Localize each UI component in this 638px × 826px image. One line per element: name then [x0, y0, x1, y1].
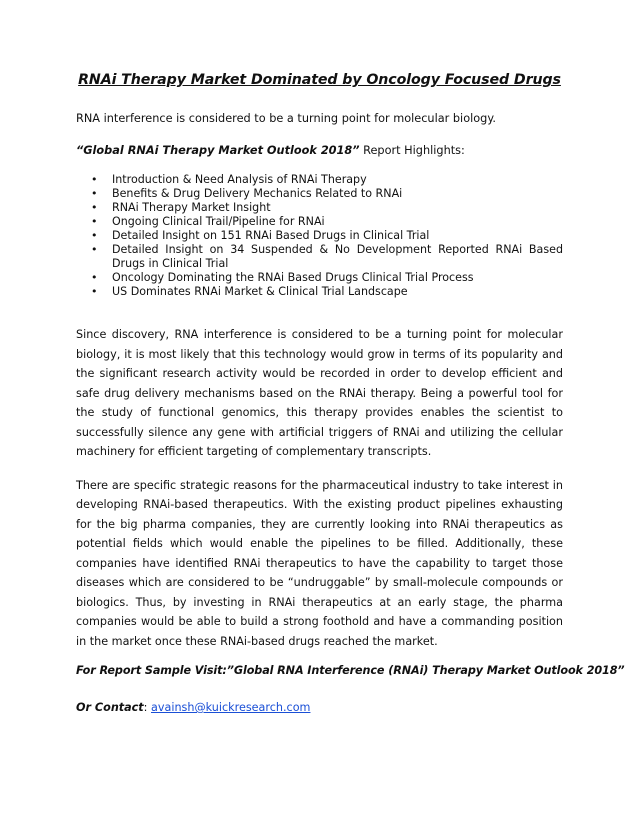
list-item	[76, 187, 563, 201]
highlights-suffix: Report Highlights:	[359, 144, 465, 157]
bullet-icon: •	[91, 243, 98, 256]
bullet-icon: •	[91, 271, 98, 284]
bullet-icon: •	[91, 215, 98, 228]
list-item-text: Benefits & Drug Delivery Mechanics Related to RNAi	[112, 187, 403, 200]
bullet-icon: •	[91, 201, 98, 214]
highlights-list	[76, 173, 563, 299]
list-item-text: Oncology Dominating the RNAi Based Drugs Clinical Trial Process	[112, 271, 474, 284]
body-paragraph-strategy: There are specific strategic reasons for the pharmaceutical industry to take interest in developing RNAi-based therapeutics. With the existing product pipelines exhausting for the big pharma companies, they are currently looking into RNAi therapeutics as potential fields which would enable the pipelines to be filled. Additionally, these companies have identified RNAi therapeutics to have the capability to target those diseases which are considered to be “undruggable” by small-molecule compounds or biologics. Thus, by investing in RNAi therapeutics at an early stage, the pharma companies would be able to build a strong foothold and have a commanding position in the market once these RNAi-based drugs reached the market.	[76, 478, 563, 648]
intro-sentence: RNA interference is considered to be a turning point for molecular biology.	[76, 112, 496, 125]
contact-separator: :	[143, 701, 151, 714]
bullet-icon: •	[91, 173, 98, 186]
document-title: RNAi Therapy Market Dominated by Oncology Focused Drugs	[78, 72, 561, 88]
list-item-text: Introduction & Need Analysis of RNAi Therapy	[112, 173, 367, 186]
report-name: “Global RNAi Therapy Market Outlook 2018”	[76, 144, 360, 157]
list-item	[76, 229, 563, 243]
list-item	[76, 243, 563, 271]
list-item	[76, 201, 563, 215]
bullet-icon: •	[91, 285, 98, 298]
document-page	[76, 70, 625, 716]
list-item	[76, 215, 563, 229]
list-item-text: US Dominates RNAi Market & Clinical Trial Landscape	[112, 285, 408, 298]
list-item-text: Detailed Insight on 151 RNAi Based Drugs in Clinical Trial	[112, 229, 430, 242]
contact-label: Or Contact	[76, 701, 144, 714]
list-item	[76, 271, 563, 285]
bullet-icon: •	[91, 229, 98, 242]
contact-line	[76, 700, 563, 716]
contact-email-link[interactable]: avainsh@kuickresearch.com	[151, 701, 311, 714]
list-item-text: Detailed Insight on 34 Suspended & No Development Reported RNAi Based Drugs in Clinical Trial	[112, 243, 563, 270]
highlights-heading	[76, 143, 563, 159]
list-item-text: Ongoing Clinical Trail/Pipeline for RNAi	[112, 215, 325, 228]
list-item	[76, 173, 563, 187]
bullet-icon: •	[91, 187, 98, 200]
report-sample-line: For Report Sample Visit:”Global RNA Interference (RNAi) Therapy Market Outlook 2018”	[76, 664, 625, 677]
list-item-text: RNAi Therapy Market Insight	[112, 201, 271, 214]
list-item	[76, 285, 563, 299]
body-paragraph-discovery: Since discovery, RNA interference is considered to be a turning point for molecular biology, it is most likely that this technology would grow in terms of its popularity and the significant research activity would be recorded in order to develop efficient and safe drug delivery mechanisms based on the RNAi therapy. Being a powerful tool for the study of functional genomics, this therapy provides enables the scientist to successfully silence any gene with artificial triggers of RNAi and utilizing the cellular machinery for efficient targeting of complementary transcripts.	[76, 328, 563, 458]
